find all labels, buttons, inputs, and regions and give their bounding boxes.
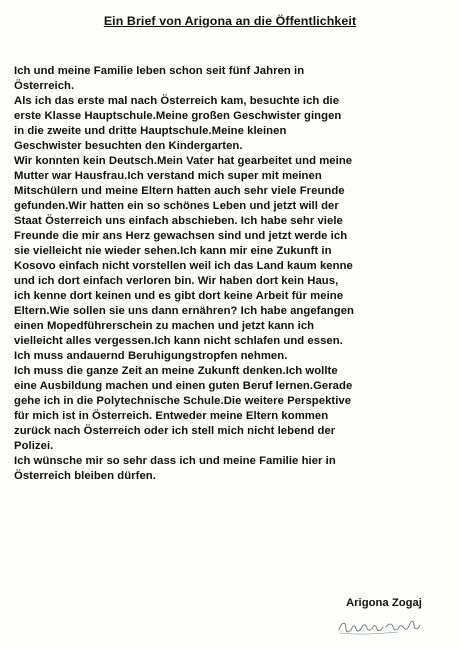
signature-name: Arigona Zogaj — [346, 597, 422, 609]
letter-line: Als ich das erste mal nach Österreich kam, besuchte ich die — [14, 95, 340, 107]
letter-line: Österreich. — [14, 80, 75, 92]
letter-line: Polizei. — [14, 440, 54, 452]
letter-line: Ich wünsche mir so sehr dass ich und meine Familie hier in — [14, 455, 336, 467]
letter-line: für mich ist in Österreich. Entweder meine Eltern kommen — [14, 410, 329, 422]
letter-line: Mitschülern und meine Eltern hatten auch sehr viele Freunde — [14, 185, 345, 197]
letter-line: sie vielleicht nie wieder sehen.Ich kann mir eine Zukunft in — [14, 245, 332, 257]
letter-line: Ich muss andauernd Beruhigungstropfen nehmen. — [14, 350, 288, 362]
letter-line: Eltern.Wie sollen sie uns dann ernähren? Ich habe angefangen — [14, 305, 354, 317]
letter-line: Österreich bleiben dürfen. — [14, 470, 156, 482]
letter-line: erste Klasse Hauptschule.Meine großen Geschwister gingen — [14, 110, 342, 122]
letter-line: Geschwister besuchten den Kindergarten. — [14, 140, 243, 152]
letter-line: Ich muss die ganze Zeit an meine Zukunft denken.Ich wollte — [14, 365, 338, 377]
letter-line: gehe ich in die Polytechnische Schule.Die weitere Perspektive — [14, 395, 352, 407]
letter-line: zurück nach Österreich oder ich stell mich nicht lebend der — [14, 425, 336, 437]
letter-line: Ich und meine Familie leben schon seit fünf Jahren in — [14, 65, 305, 77]
letter-line: ich kenne dort keinen und es gibt dort keine Arbeit für meine — [14, 290, 344, 302]
letter-line: Freunde die mir ans Herz gewachsen sind und jetzt werde ich — [14, 230, 348, 242]
letter-line: und ich dort einfach verloren bin. Wir haben dort kein Haus, — [14, 275, 339, 287]
letter-line: Staat Österreich uns einfach abschieben. Ich habe sehr viele — [14, 215, 343, 227]
letter-line: einen Mopedführerschein zu machen und jetzt kann ich — [14, 320, 315, 332]
letter-line: Mutter war Hausfrau.Ich verstand mich super mit meinen — [14, 170, 322, 182]
letter-line: Kosovo einfach nicht vorstellen weil ich das Land kaum kenne — [14, 260, 353, 272]
letter-line: in die zweite und dritte Hauptschule.Meine kleinen — [14, 125, 287, 137]
letter-line: eine Ausbildung machen und einen guten Beruf lernen.Gerade — [14, 380, 353, 392]
letter-title: Ein Brief von Arigona an die Öffentlichkeit — [103, 14, 357, 28]
letter-body — [14, 64, 454, 484]
letter-line: vielleicht alles vergessen.Ich kann nicht schlafen und essen. — [14, 335, 343, 347]
handwritten-signature — [336, 615, 426, 637]
letter-line: Wir konnten kein Deutsch.Mein Vater hat gearbeitet und meine — [14, 155, 353, 167]
letter-line: gefunden.Wir hatten ein so schönes Leben und jetzt will der — [14, 200, 339, 212]
